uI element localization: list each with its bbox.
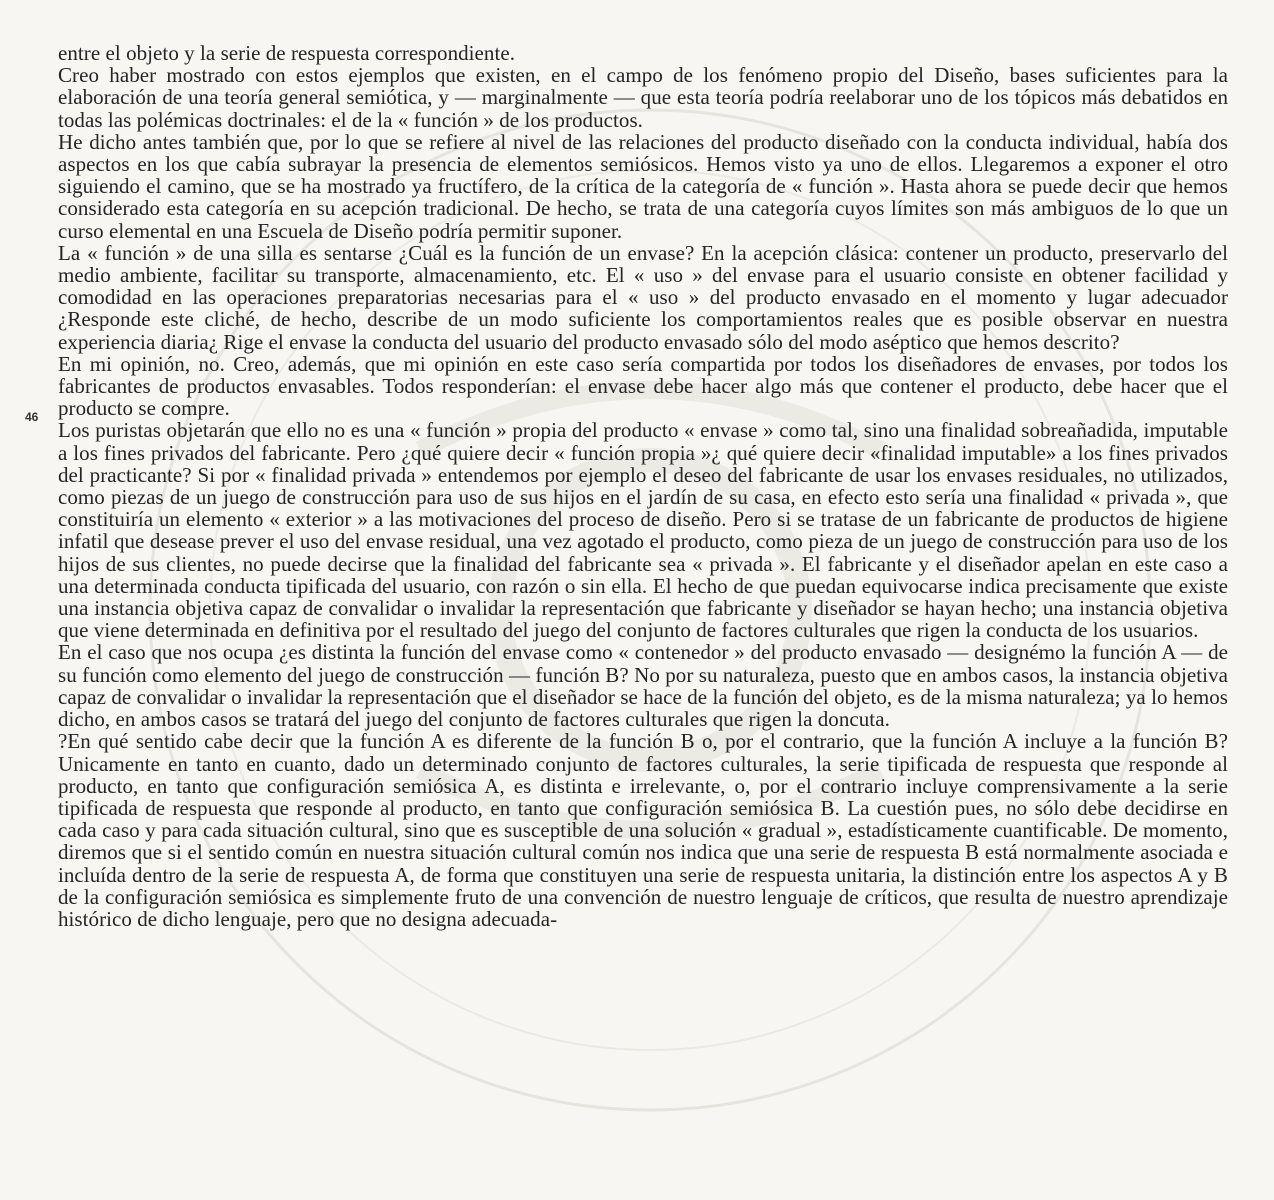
paragraph: entre el objeto y la serie de respuesta correspondiente.	[58, 41, 516, 65]
paragraph: En el caso que nos ocupa ¿es distinta la función del envase como « contenedor » del producto envasado — designémo la función A — de su función como elemento del juego de construcción — función B? No por su naturaleza, puesto que en ambos casos, la instancia objetiva capaz de convalidar o invalidar la representación que el diseñador se hace de la función del objeto, es de la misma naturaleza; ya lo hemos dicho, en ambos casos se tratará del juego del conjunto de factores culturales que rigen la doncuta.	[58, 640, 1228, 732]
paragraph: He dicho antes también que, por lo que se refiere al nivel de las relaciones del producto diseñado con la conducta individual, había dos aspectos en los que cabía subrayar la presencia de elementos semiósicos. Hemos visto ya uno de ellos. Llegaremos a exponer el otro siguiendo el camino, que se ha mostrado ya fructífero, de la crítica de la categoría de « función ». Hasta ahora se puede decir que hemos considerado esta categoría en su acepción tradicional. De hecho, se trata de una categoría cuyos límites son más ambiguos de lo que un curso elemental en una Escuela de Diseño podría permitir suponer.	[58, 129, 1228, 243]
body-text	[58, 42, 1228, 930]
paragraph: La « función » de una silla es sentarse ¿Cuál es la función de un envase? En la acepción clásica: contener un producto, preservarlo del medio ambiente, facilitar su transporte, almacenamiento, etc. El « uso » del envase para el usuario consiste en obtener facilidad y comodidad en las operaciones preparatorias necesarias para el « uso » del producto envasado en el momento y lugar adecuador ¿Responde este cliché, de hecho, describe de un modo suficiente los comportamientos reales que es posible observar en nuestra experiencia diaria¿ Rige el envase la conducta del usuario del producto envasado sólo del modo aséptico que hemos descrito?	[58, 240, 1228, 354]
page-number: 46	[25, 410, 39, 424]
paragraph: En mi opinión, no. Creo, además, que mi opinión en este caso sería compartida por todos los diseñadores de envases, por todos los fabricantes de productos envasables. Todos responderían: el envase debe hacer algo más que contener el producto, debe hacer que el producto se compre.	[58, 351, 1228, 421]
paragraph: ?En qué sentido cabe decir que la función A es diferente de la función B o, por el contrario, que la función A incluye a la función B? Unicamente en tanto en cuanto, dado un determinado conjunto de factores culturales, la serie tipificada de respuesta que responde al producto, en tanto que configuración semiósica A, es distinta e irrelevante, o, por el contrario incluye comprensivamente a la serie tipificada de respuesta que responde al producto, en tanto que configuración semiósica B. La cuestión pues, no sólo debe decidirse en cada caso y para cada situación cultural, sino que es susceptible de una solución « gradual », estadísticamente cuantificable. De momento, diremos que si el sentido común en nuestra situación cultural común nos indica que una serie de respuesta B está normalmente asociada e incluída dentro de la serie de respuesta A, de forma que constituyen una serie de respuesta unitaria, la distinción entre los aspectos A y B de la configuración semiósica es simplemente fruto de una convención de nuestro lenguaje de críticos, que resulta de nuestro aprendizaje histórico de dicho lenguaje, pero que no designa adecuada-	[58, 729, 1228, 931]
paragraph: Los puristas objetarán que ello no es una « función » propia del producto « envase » como tal, sino una finalidad sobreañadida, imputable a los fines privados del fabricante. Pero ¿qué quiere decir « función propia »¿ qué quiere decir «finalidad imputable» a los fines privados del practicante? Si por « finalidad privada » entendemos por ejemplo el deseo del fabricante de usar los envases residuales, no utilizados, como piezas de un juego de construcción para uso de sus hijos en el jardín de su casa, en efecto esto sería una finalidad « privada », que constituiría un elemento « exterior » a las motivaciones del proceso de diseño. Pero si se tratase de un fabricante de productos de higiene infatil que desease prever el uso del envase residual, una vez agotado el producto, como pieza de un juego de construcción para uso de los hijos de sus clientes, no puede decirse que la finalidad del fabricante sea « privada ». El fabricante y el diseñador apelan en este caso a una determinada conducta tipificada del usuario, con razón o sin ella. El hecho de que puedan equivocarse indica precisamente que existe una instancia objetiva capaz de convalidar o invalidar la representación que fabricante y diseñador se hayan hecho; una instancia objetiva que viene determinada en definitiva por el resultado del juego del conjunto de factores culturales que rigen la conducta de los usuarios.	[58, 418, 1228, 643]
paragraph: Creo haber mostrado con estos ejemplos que existen, en el campo de los fenómeno propio del Diseño, bases suficientes para la elaboración de una teoría general semiótica, y — marginalmente — que esta teoría podría reelaborar uno de los tópicos más debatidos en todas las polémicas doctrinales: el de la « función » de los productos.	[58, 63, 1228, 132]
